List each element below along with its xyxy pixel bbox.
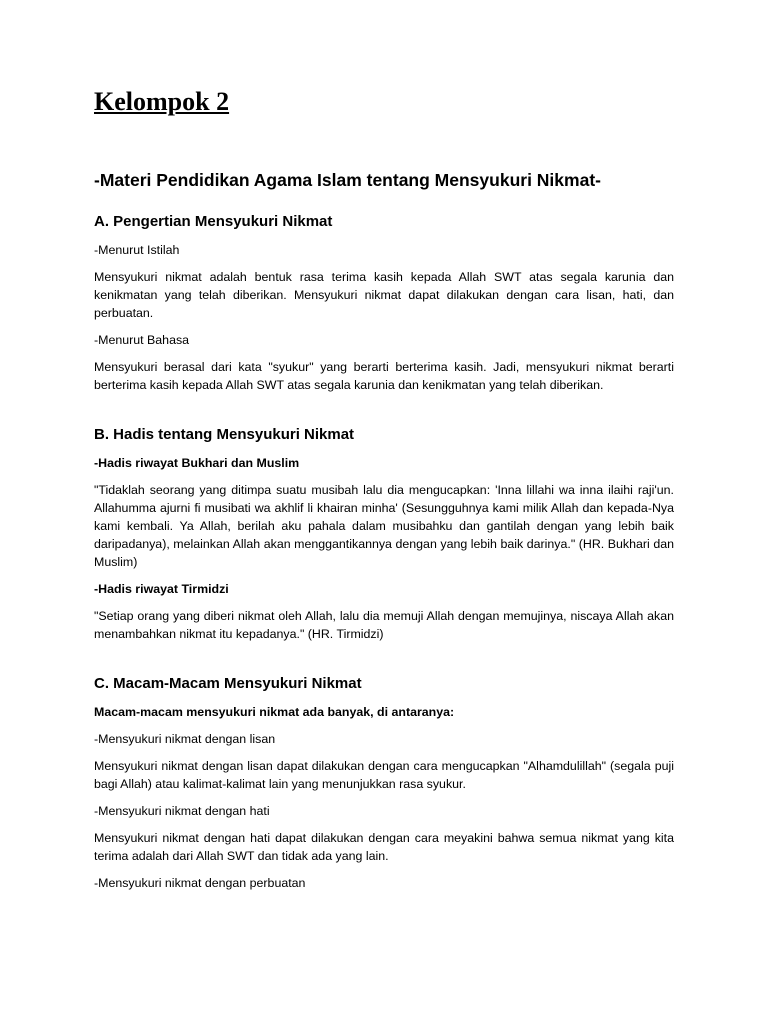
hati-paragraph: Mensyukuri nikmat dengan hati dapat dilakukan dengan cara meyakini bahwa semua nikmat yang kita terima adalah dari Allah SWT dan tidak ada yang lain. (94, 831, 674, 863)
lisan-label: -Mensyukuri nikmat dengan lisan (94, 732, 276, 746)
document-body (94, 168, 674, 892)
bahasa-paragraph: Mensyukuri berasal dari kata "syukur" yang berarti berterima kasih. Jadi, mensyukuri nikmat berarti berterima kasih kepada Allah SWT atas segala karunia dan kenikmatan yang telah diberikan. (94, 360, 674, 392)
section-c-heading: C. Macam-Macam Mensyukuri Nikmat (94, 675, 362, 692)
hadis-bukhari-muslim-label: -Hadis riwayat Bukhari dan Muslim (94, 456, 300, 470)
section-c-intro: Macam-macam mensyukuri nikmat ada banyak, di antaranya: (94, 705, 455, 719)
lisan-paragraph: Mensyukuri nikmat dengan lisan dapat dilakukan dengan cara mengucapkan "Alhamdulillah" (segala puji bagi Allah) atau kalimat-kalimat lain yang menunjukkan rasa syukur. (94, 759, 674, 791)
bahasa-label: -Menurut Bahasa (94, 333, 190, 347)
section-c (94, 674, 674, 892)
section-b (94, 425, 674, 643)
hati-label: -Mensyukuri nikmat dengan hati (94, 804, 270, 818)
hadis-tirmidzi-label: -Hadis riwayat Tirmidzi (94, 582, 229, 596)
istilah-paragraph: Mensyukuri nikmat adalah bentuk rasa terima kasih kepada Allah SWT atas segala karunia dan kenikmatan yang telah diberikan. Mensyukuri nikmat dapat dilakukan dengan cara lisan, hati, dan perbuatan. (94, 270, 674, 320)
hadis-bukhari-muslim-paragraph: "Tidaklah seorang yang ditimpa suatu musibah lalu dia mengucapkan: 'Inna lillahi wa inna ilaihi raji'un. Allahumma ajurni fi musibati wa akhlif li khairan minha' (Sesungguhnya kami milik Allah dan kepada-Nya kami kembali. Ya Allah, berilah aku pahala dalam musibahku dan gantilah dengan yang lebih baik daripadanya), melainkan Allah akan menggantikannya dengan yang lebih baik darinya." (HR. Bukhari dan Muslim) (94, 483, 674, 569)
section-a-heading: A. Pengertian Mensyukuri Nikmat (94, 213, 333, 230)
document-title: Kelompok 2 (94, 87, 230, 116)
section-b-heading: B. Hadis tentang Mensyukuri Nikmat (94, 426, 355, 443)
perbuatan-label: -Mensyukuri nikmat dengan perbuatan (94, 876, 306, 890)
section-a (94, 212, 674, 394)
document-subtitle: -Materi Pendidikan Agama Islam tentang Mensyukuri Nikmat- (94, 170, 601, 190)
hadis-tirmidzi-paragraph: "Setiap orang yang diberi nikmat oleh Allah, lalu dia memuji Allah dengan memujinya, niscaya Allah akan menambahkan nikmat itu kepadanya." (HR. Tirmidzi) (94, 609, 674, 641)
istilah-label: -Menurut Istilah (94, 243, 180, 257)
